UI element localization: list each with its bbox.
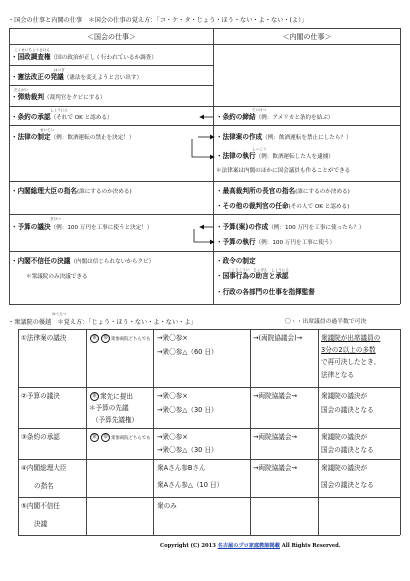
cabinet-law-execution: ・法律の執行（例：飲酒運転した人を逮捕） [216,152,334,160]
row4-vote-b: 衆Aさん参△（10 日） [157,481,224,489]
cabinet-budget-execution: ・予算の執行（例：100 万円を工事に使う） [216,238,336,246]
row4-result-1: 衆議院の議決が [321,464,368,472]
cabinet-treaty-conclusion: ・条約の締結（例：アメリカと条約を結ぶ） [216,113,334,121]
upper-house-mark: 参 [102,335,108,341]
top-heading: ・国会の仕事と内閣の仕事 ＊国会の仕事の覚え方：「コ・ケ・タ・じょう・ほう・ない・よ・ない・(よ）」 [8,17,308,24]
lower-house-mark: 衆 [91,335,97,341]
row3-result-2: 国会の議決となる [321,446,374,454]
diet-budget-resolution: ・予算の議決（例：100 万円を工事に使うと決定！） [11,223,153,231]
row1-label: ①法律案の議決 [21,334,67,342]
row4-label-1: ④内閣総理大臣 [21,464,67,472]
cabinet-chief-justice-designation: ・最高裁判所の長官の指名(誰にするのか決める) [216,187,350,195]
row5-lower-only: 衆のみ [157,502,177,510]
row1-conference: →(両院協議会)→ [253,334,303,342]
row3-vote-a: →衆〇参× [157,433,188,441]
cabinet-cabinet-order: ・政令の制定 [216,257,256,265]
row5-label-1: ⑤内閣不信任 [21,502,60,510]
row4-label-2: の指名 [34,482,54,490]
cabinet-administration: ・行政の各部門の仕事を指揮監督 [216,288,315,296]
bottom-legend: 〇・・出席議員の過半数で可決 [285,319,367,325]
copyright-footer: Copyright (C) 2013 名古屋のプロ家庭教師掲載 All Rights Reserved. [160,543,341,549]
row2-label: ②予算の議決 [21,392,60,400]
cabinet-judges-appointment: ・その他の裁判官の任命(その人で OK と認める) [216,202,350,210]
diet-impeachment: ・弾劾裁判（裁判官をクビにする） [11,93,106,101]
row1-result-2: 3分の2以上の多数 [321,346,376,354]
ruby-seitei: せいてい [40,128,55,132]
row3-vote-b: →衆〇参△（30 日） [157,446,218,454]
cabinet-bill-note: ＊法律案は内閣のほかに国会議員も作ることができる [216,168,351,174]
row2-lower-first: 衆 衆先に提出 [91,392,133,401]
row1-both-houses: 衆 参 衆参両院どちらでも [91,335,151,342]
row3-conference: →両院協議会→ [253,433,298,441]
ruby-yuuetsu: ゆうえつ [52,312,67,316]
row1-result-3: で再可決したとき、 [321,358,381,366]
ruby-shounin: しょうにん [50,108,68,112]
row4-conference: →両院協議会→ [253,464,298,472]
upper-house-mark: 参 [102,434,108,440]
row1-result-1: 衆議院が出席議員の [321,334,381,342]
row2-vote-a: →衆〇参× [157,392,188,400]
cabinet-budget-drafting: ・予算(案)の作成（例：100 万円を工事に使ったら？） [216,223,365,231]
ruby-kokuji: こくじこうい じょげん しょうにん [228,268,290,272]
diet-pm-designation: ・内閣総理大臣の指名(誰にするのか決める) [11,187,132,195]
row2-vote-b: →衆〇参△（30 日） [157,406,218,414]
cabinet-bill-drafting: ・法律案の作成（例：飲酒運転を禁止にしたら？） [216,133,352,141]
ruby-hatsugi: はつぎ [54,68,65,72]
ruby-shikkou: しっこう [252,147,267,151]
row2-conference: →両院協議会→ [253,392,298,400]
row2-budget-precedence-right: （予算先議権） [92,416,139,424]
row1-result-4: 法律となる [321,371,354,379]
row3-both-houses: 衆 参 衆参両院どちらでも [91,434,151,441]
lower-house-mark: 衆 [91,434,97,440]
lower-house-mark: 衆 [91,393,97,399]
row4-vote-a: 衆Aさん参Bさん [157,464,206,472]
ruby-dangai: だんがい [14,88,29,92]
diet-constitution-amendment: ・憲法改正の発議（憲法を変えようと言い出す） [11,73,143,81]
diet-no-confidence-note: ＊衆議院のみ決議できる [26,274,88,280]
row1-vote-a: →衆〇参× [157,334,188,342]
arrow-law-exec [192,139,214,157]
diet-no-confidence: ・内閣不信任の決議（内閣は信じられないからクビ） [11,257,155,265]
row3-label: ③条約の承認 [21,433,60,441]
diet-law-enactment: ・法律の制定（例：飲酒運転の禁止を決定！） [11,133,135,141]
row1-vote-b: →衆〇参△（60 日） [157,348,218,356]
diet-investigation: ・国政調査権（国の政治が正しく行われているか調査） [11,53,157,61]
col-header-diet: ＜国会の仕事＞ [87,33,136,41]
row2-result-1: 衆議院の議決が [321,392,368,400]
row4-result-2: 国会の議決となる [321,481,374,489]
bottom-heading: ・衆議院の優越 ＊覚え方：「じょう・ほう・ない・よ・ない・よ」 [8,319,197,326]
row2-result-2: 国会の議決となる [321,406,374,414]
row2-budget-precedence: ＊予算の先議 [89,404,129,412]
ruby-teiketsu: ていけつ [252,108,267,112]
col-header-cabinet: ＜内閣の仕事＞ [282,33,332,41]
ruby-giketsu: ぎけつ [50,217,61,221]
ruby-kokusei: こくせいちょうさけん [14,48,50,52]
cabinet-state-acts: ・国事行為の助言と承認 [216,272,289,280]
diet-treaty-approval: ・条約の承認（それで OK と認める） [11,113,113,121]
arrow-budget-exec [194,229,214,242]
row3-result-1: 衆議院の議決が [321,433,368,441]
footer-link[interactable]: 名古屋のプロ家庭教師掲載 [217,543,280,549]
row5-label-2: 決議 [34,520,48,528]
